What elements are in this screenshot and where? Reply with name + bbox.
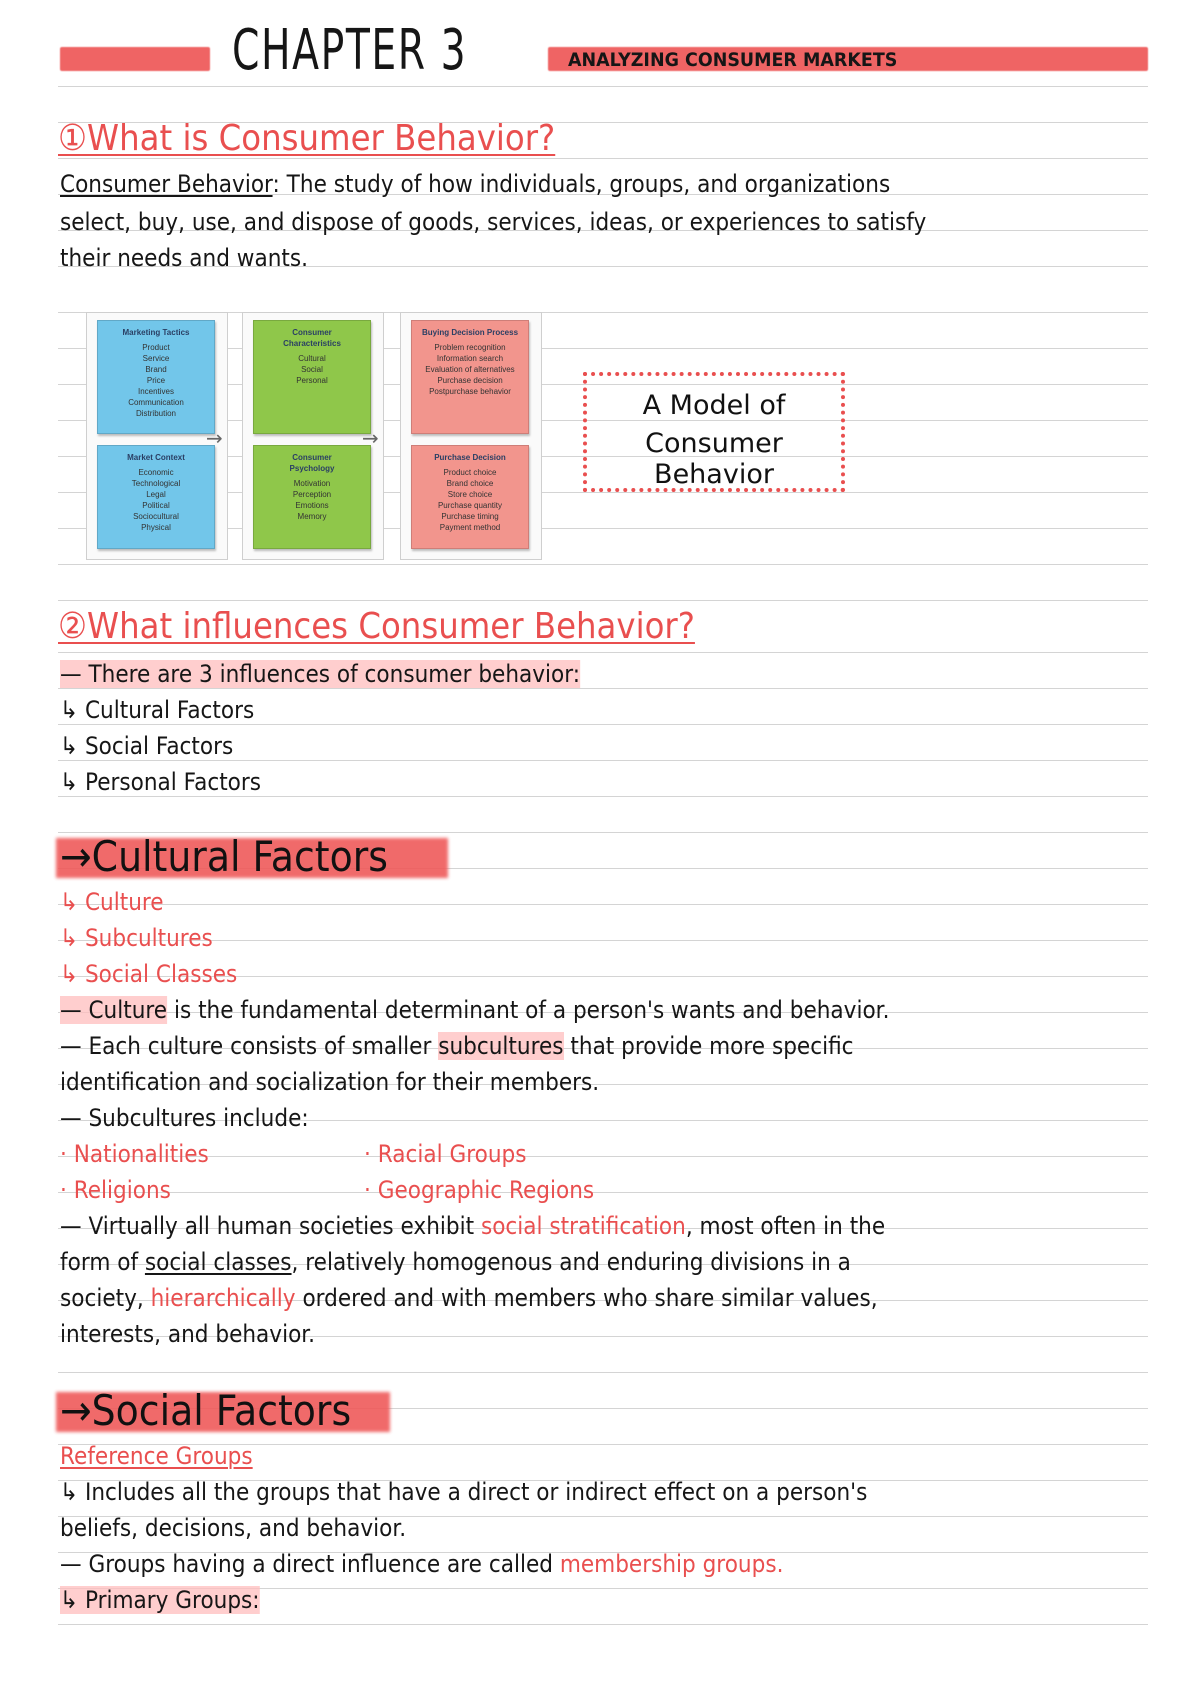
ruled-line	[58, 652, 1148, 653]
cultural-factors-title: →Cultural Factors	[60, 832, 388, 881]
culture-definition: — Culture is the fundamental determinant of a person's wants and behavior.	[60, 996, 890, 1024]
stratification-line-3: society, hierarchically ordered and with members who share similar values,	[60, 1284, 878, 1312]
ruled-line	[58, 1192, 1148, 1193]
ruled-line	[58, 1372, 1148, 1373]
definition-line-1: Consumer Behavior: The study of how individuals, groups, and organizations	[60, 170, 891, 198]
buying-decision-process-box: Buying Decision Process Problem recognition Information search Evaluation of alternatives Purchase decision Postpurchase behavior	[411, 320, 529, 434]
ruled-line	[58, 86, 1148, 87]
factor-personal: ↳ Personal Factors	[60, 768, 262, 796]
title-highlight-left	[60, 47, 210, 71]
stratification-line-4: interests, and behavior.	[60, 1320, 316, 1348]
model-caption-box	[583, 372, 845, 492]
question-1-heading: ①What is Consumer Behavior?	[58, 118, 556, 159]
influences-intro: — There are 3 influences of consumer behavior:	[60, 660, 581, 688]
ruled-line	[58, 724, 1148, 725]
arrow-right-icon: →	[362, 426, 379, 450]
cultural-item-culture: ↳ Culture	[60, 888, 164, 916]
ruled-line	[58, 564, 1148, 565]
figure-column-3	[400, 312, 542, 560]
membership-groups-line: — Groups having a direct influence are called membership groups.	[60, 1550, 784, 1578]
factor-cultural: ↳ Cultural Factors	[60, 696, 255, 724]
marketing-tactics-box: Marketing Tactics Product Service Brand Price Incentives Communication Distribution	[97, 320, 215, 434]
model-caption-line-1: A Model of	[642, 390, 786, 421]
subculture-racial-groups: · Racial Groups	[364, 1140, 527, 1168]
chapter-subtitle: ANALYZING CONSUMER MARKETS	[568, 49, 898, 71]
cultural-item-social-classes: ↳ Social Classes	[60, 960, 238, 988]
ruled-line	[58, 688, 1148, 689]
subculture-definition-1: — Each culture consists of smaller subcultures that provide more specific	[60, 1032, 854, 1060]
subculture-definition-2: identification and socialization for their members.	[60, 1068, 600, 1096]
reference-groups-label: Reference Groups	[60, 1442, 253, 1470]
question-2-heading: ②What influences Consumer Behavior?	[58, 606, 695, 647]
arrow-right-icon: →	[206, 426, 223, 450]
ruled-line	[58, 1624, 1148, 1625]
social-factors-title: →Social Factors	[60, 1386, 352, 1435]
ruled-line	[58, 940, 1148, 941]
definition-line-3: their needs and wants.	[60, 244, 308, 272]
model-caption-line-2: Consumer Behavior	[645, 428, 783, 490]
reference-groups-line-1: ↳ Includes all the groups that have a direct or indirect effect on a person's	[60, 1478, 868, 1506]
factor-social: ↳ Social Factors	[60, 732, 234, 760]
ruled-line	[58, 904, 1148, 905]
ruled-line	[58, 600, 1148, 601]
subculture-religions: · Religions	[60, 1176, 171, 1204]
primary-groups-line: ↳ Primary Groups:	[60, 1586, 260, 1614]
subcultures-include: — Subcultures include:	[60, 1104, 309, 1132]
purchase-decision-box: Purchase Decision Product choice Brand choice Store choice Purchase quantity Purchase timing Payment method	[411, 445, 529, 549]
ruled-line	[58, 760, 1148, 761]
subculture-nationalities: · Nationalities	[60, 1140, 209, 1168]
consumer-psychology-box: Consumer Psychology Motivation Perception Emotions Memory	[253, 445, 371, 549]
consumer-characteristics-box: Consumer Characteristics Cultural Social Personal	[253, 320, 371, 434]
stratification-line-2: form of social classes, relatively homogenous and enduring divisions in a	[60, 1248, 851, 1276]
term-consumer-behavior: Consumer Behavior	[60, 170, 273, 198]
ruled-line	[58, 1156, 1148, 1157]
reference-groups-line-2: beliefs, decisions, and behavior.	[60, 1514, 407, 1542]
ruled-line	[58, 796, 1148, 797]
chapter-title: CHAPTER 3	[232, 18, 468, 83]
subculture-geographic-regions: · Geographic Regions	[364, 1176, 595, 1204]
definition-line-2: select, buy, use, and dispose of goods, services, ideas, or experiences to satisfy	[60, 208, 927, 236]
market-context-box: Market Context Economic Technological Legal Political Sociocultural Physical	[97, 445, 215, 549]
stratification-line-1: — Virtually all human societies exhibit social stratification, most often in the	[60, 1212, 886, 1240]
cultural-item-subcultures: ↳ Subcultures	[60, 924, 213, 952]
